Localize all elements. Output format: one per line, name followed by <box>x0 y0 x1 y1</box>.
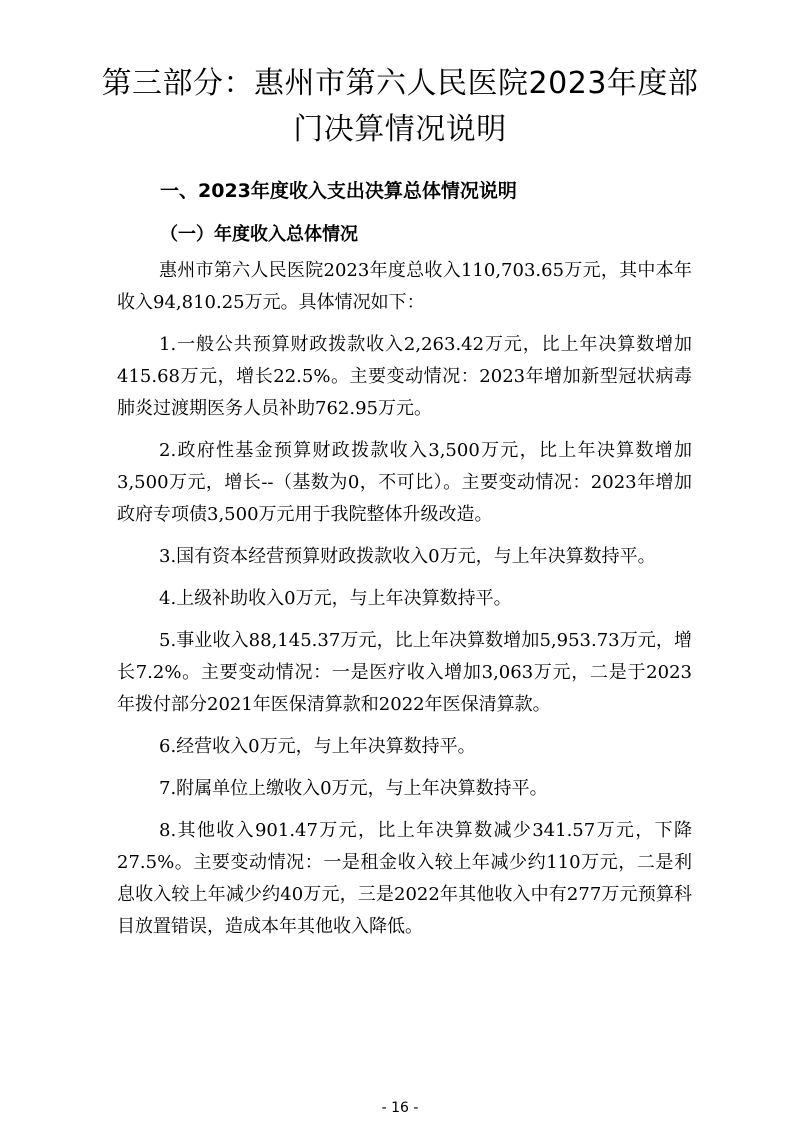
paragraph-item-2: 2.政府性基金预算财政拨款收入3,500万元，比上年决算数增加3,500万元，增长--（基数为0，不可比）。主要变动情况：2023年增加政府专项债3,500万元用于我院整体升级改造。 <box>117 440 692 525</box>
paragraph-item-1: 1.一般公共预算财政拨款收入2,263.42万元，比上年决算数增加415.68万元，增长22.5%。主要变动情况：2023年增加新型冠状病毒肺炎过渡期医务人员补助762.95万元。 <box>117 334 692 419</box>
page-number: - 16 - <box>381 1100 419 1116</box>
section-heading: 一、2023年度收入支出决算总体情况说明 <box>160 180 517 202</box>
document-body <box>117 255 692 953</box>
document-title-line-1: 第三部分：惠州市第六人民医院2023年度部 <box>101 66 699 101</box>
paragraph-item-6: 6.经营收入0万元，与上年决算数持平。 <box>159 736 476 757</box>
subsection-heading: （一）年度收入总体情况 <box>160 224 358 245</box>
document-title-line-2: 门决算情况说明 <box>293 112 507 147</box>
paragraph-item-7: 7.附属单位上缴收入0万元，与上年决算数持平。 <box>159 778 548 799</box>
paragraph-summary: 惠州市第六人民医院2023年度总收入110,703.65万元，其中本年收入94,810.25万元。具体情况如下： <box>117 260 692 313</box>
paragraph-item-5: 5.事业收入88,145.37万元，比上年决算数增加5,953.73万元，增长7.2%。主要变动情况：一是医疗收入增加3,063万元，二是于2023年拨付部分2021年医保清算款和2022年医保清算款。 <box>117 630 692 715</box>
paragraph-item-4: 4.上级补助收入0万元，与上年决算数持平。 <box>159 588 512 609</box>
paragraph-item-3: 3.国有资本经营预算财政拨款收入0万元，与上年决算数持平。 <box>159 546 656 567</box>
paragraph-item-8: 8.其他收入901.47万元，比上年决算数减少341.57万元，下降27.5%。主要变动情况：一是租金收入较上年减少约110万元，二是利息收入较上年减少约40万元，三是2022年其他收入中有277万元预算科目放置错误，造成本年其他收入降低。 <box>117 820 692 937</box>
